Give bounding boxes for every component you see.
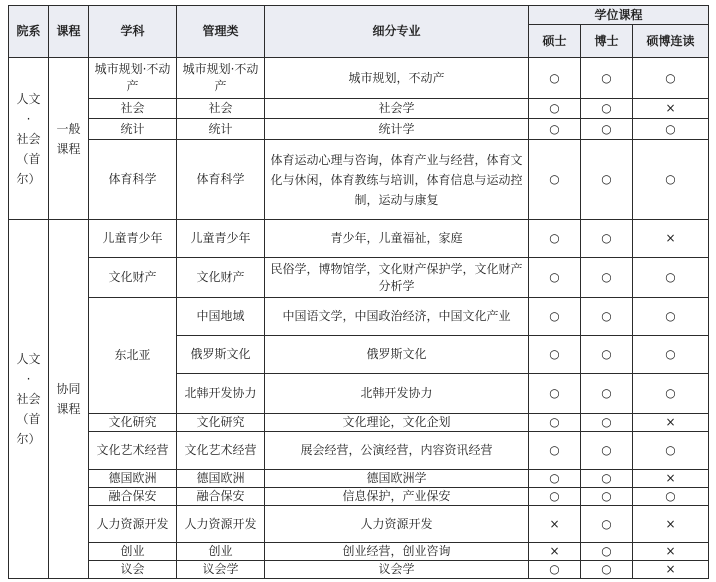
management-cell: 德国欧洲 <box>177 470 265 488</box>
phd-mark: ○ <box>581 470 633 488</box>
subject-cell: 德国欧洲 <box>89 470 177 488</box>
subject-cell: 人力资源开发 <box>89 506 177 543</box>
college-line: · <box>26 111 31 126</box>
major-cell: 创业经营，创业咨询 <box>265 543 529 561</box>
header-phd: 博士 <box>581 25 633 58</box>
master-mark: ○ <box>529 58 581 99</box>
master-mark: × <box>529 506 581 543</box>
management-cell: 俄罗斯文化 <box>177 336 265 374</box>
combined-mark: × <box>633 543 709 561</box>
header-course: 课程 <box>49 6 89 58</box>
combined-mark: ○ <box>633 336 709 374</box>
major-cell: 体育运动心理与咨询，体育产业与经营，体育文化与休闲，体育教练与培训，体育信息与运动控制，运动与康复 <box>265 140 529 220</box>
college-line: 人文 <box>16 91 41 106</box>
management-cell: 社会 <box>177 99 265 119</box>
subject-cell: 社会 <box>89 99 177 119</box>
course-cell <box>49 58 89 220</box>
management-cell: 中国地域 <box>177 298 265 336</box>
master-mark: ○ <box>529 432 581 470</box>
major-cell: 人力资源开发 <box>265 506 529 543</box>
header-major: 细分专业 <box>265 6 529 58</box>
header-subject: 学科 <box>89 6 177 58</box>
major-cell: 德国欧洲学 <box>265 470 529 488</box>
table-row <box>9 298 709 336</box>
combined-mark: ○ <box>633 374 709 414</box>
college-line: 人文 <box>16 352 41 366</box>
management-cell: 体育科学 <box>177 140 265 220</box>
course-cell <box>49 220 89 579</box>
combined-mark: × <box>633 99 709 119</box>
subject-cell: 创业 <box>89 543 177 561</box>
phd-mark: ○ <box>581 414 633 432</box>
subject-cell: 儿童青少年 <box>89 220 177 258</box>
management-cell: 人力资源开发 <box>177 506 265 543</box>
master-mark: ○ <box>529 258 581 298</box>
phd-mark: ○ <box>581 432 633 470</box>
phd-mark: ○ <box>581 374 633 414</box>
master-mark: × <box>529 543 581 561</box>
combined-mark: ○ <box>633 298 709 336</box>
college-line: 尔） <box>16 171 41 186</box>
master-mark: ○ <box>529 119 581 140</box>
management-cell: 城市规划·不动产 <box>177 58 265 99</box>
combined-mark: × <box>633 470 709 488</box>
table-row <box>9 506 709 543</box>
major-cell: 城市规划，不动产 <box>265 58 529 99</box>
phd-mark: ○ <box>581 543 633 561</box>
major-cell: 议会学 <box>265 561 529 579</box>
major-cell: 展会经营，公演经营，内容资讯经营 <box>265 432 529 470</box>
major-cell: 社会学 <box>265 99 529 119</box>
college-line: · <box>26 372 31 386</box>
subject-cell: 统计 <box>89 119 177 140</box>
college-cell <box>9 220 49 579</box>
phd-mark: ○ <box>581 258 633 298</box>
major-cell: 统计学 <box>265 119 529 140</box>
major-cell: 信息保护，产业保安 <box>265 488 529 506</box>
college-line: 社会 <box>16 392 41 406</box>
subject-cell: 东北亚 <box>89 298 177 414</box>
phd-mark: ○ <box>581 506 633 543</box>
college-cell <box>9 58 49 220</box>
management-cell: 文化财产 <box>177 258 265 298</box>
combined-mark: ○ <box>633 432 709 470</box>
management-cell: 议会学 <box>177 561 265 579</box>
phd-mark: ○ <box>581 220 633 258</box>
management-cell: 统计 <box>177 119 265 140</box>
combined-mark: ○ <box>633 140 709 220</box>
table-row <box>9 470 709 488</box>
master-mark: ○ <box>529 561 581 579</box>
subject-cell: 文化研究 <box>89 414 177 432</box>
header-combined: 硕博连读 <box>633 25 709 58</box>
major-cell: 民俗学，博物馆学，文化财产保护学，文化财产分析学 <box>265 258 529 298</box>
subject-cell: 城市规划·不动产 <box>89 58 177 99</box>
master-mark: ○ <box>529 99 581 119</box>
phd-mark: ○ <box>581 119 633 140</box>
phd-mark: ○ <box>581 298 633 336</box>
master-mark: ○ <box>529 220 581 258</box>
subject-cell: 文化艺术经营 <box>89 432 177 470</box>
major-cell: 文化理论，文化企划 <box>265 414 529 432</box>
table-row <box>9 543 709 561</box>
major-cell: 北韩开发协力 <box>265 374 529 414</box>
subject-cell: 融合保安 <box>89 488 177 506</box>
management-cell: 文化研究 <box>177 414 265 432</box>
subject-cell: 议会 <box>89 561 177 579</box>
phd-mark: ○ <box>581 488 633 506</box>
master-mark: ○ <box>529 470 581 488</box>
combined-mark: ○ <box>633 58 709 99</box>
college-line: （首 <box>16 151 41 166</box>
subject-cell: 文化财产 <box>89 258 177 298</box>
college-line: 尔） <box>16 432 41 446</box>
course-line: 课程 <box>56 402 81 416</box>
degree-program-table <box>8 5 709 579</box>
phd-mark: ○ <box>581 561 633 579</box>
table-row <box>9 140 709 220</box>
phd-mark: ○ <box>581 99 633 119</box>
course-line: 协同 <box>56 382 81 396</box>
master-mark: ○ <box>529 488 581 506</box>
major-cell: 中国语文学，中国政治经济，中国文化产业 <box>265 298 529 336</box>
phd-mark: ○ <box>581 58 633 99</box>
header-management: 管理类 <box>177 6 265 58</box>
subject-cell: 体育科学 <box>89 140 177 220</box>
course-line: 课程 <box>56 141 81 156</box>
combined-mark: × <box>633 506 709 543</box>
phd-mark: ○ <box>581 336 633 374</box>
table-row <box>9 99 709 119</box>
header-college: 院系 <box>9 6 49 58</box>
major-cell: 俄罗斯文化 <box>265 336 529 374</box>
phd-mark: ○ <box>581 140 633 220</box>
master-mark: ○ <box>529 374 581 414</box>
combined-mark: × <box>633 561 709 579</box>
management-cell: 北韩开发协力 <box>177 374 265 414</box>
management-cell: 创业 <box>177 543 265 561</box>
table-row <box>9 414 709 432</box>
college-line: （首 <box>16 412 41 426</box>
management-cell: 融合保安 <box>177 488 265 506</box>
combined-mark: ○ <box>633 488 709 506</box>
table-row <box>9 119 709 140</box>
combined-mark: × <box>633 414 709 432</box>
combined-mark: ○ <box>633 119 709 140</box>
college-line: 社会 <box>16 131 41 146</box>
table-row <box>9 258 709 298</box>
table-row <box>9 220 709 258</box>
management-cell: 儿童青少年 <box>177 220 265 258</box>
master-mark: ○ <box>529 336 581 374</box>
master-mark: ○ <box>529 414 581 432</box>
table-row <box>9 561 709 579</box>
course-line: 一般 <box>56 121 81 136</box>
table-row <box>9 488 709 506</box>
master-mark: ○ <box>529 298 581 336</box>
header-master: 硕士 <box>529 25 581 58</box>
combined-mark: × <box>633 220 709 258</box>
table-row <box>9 58 709 99</box>
major-cell: 青少年，儿童福祉，家庭 <box>265 220 529 258</box>
table-row <box>9 432 709 470</box>
combined-mark: ○ <box>633 258 709 298</box>
management-cell: 文化艺术经营 <box>177 432 265 470</box>
master-mark: ○ <box>529 140 581 220</box>
header-degree-group: 学位课程 <box>529 6 709 25</box>
